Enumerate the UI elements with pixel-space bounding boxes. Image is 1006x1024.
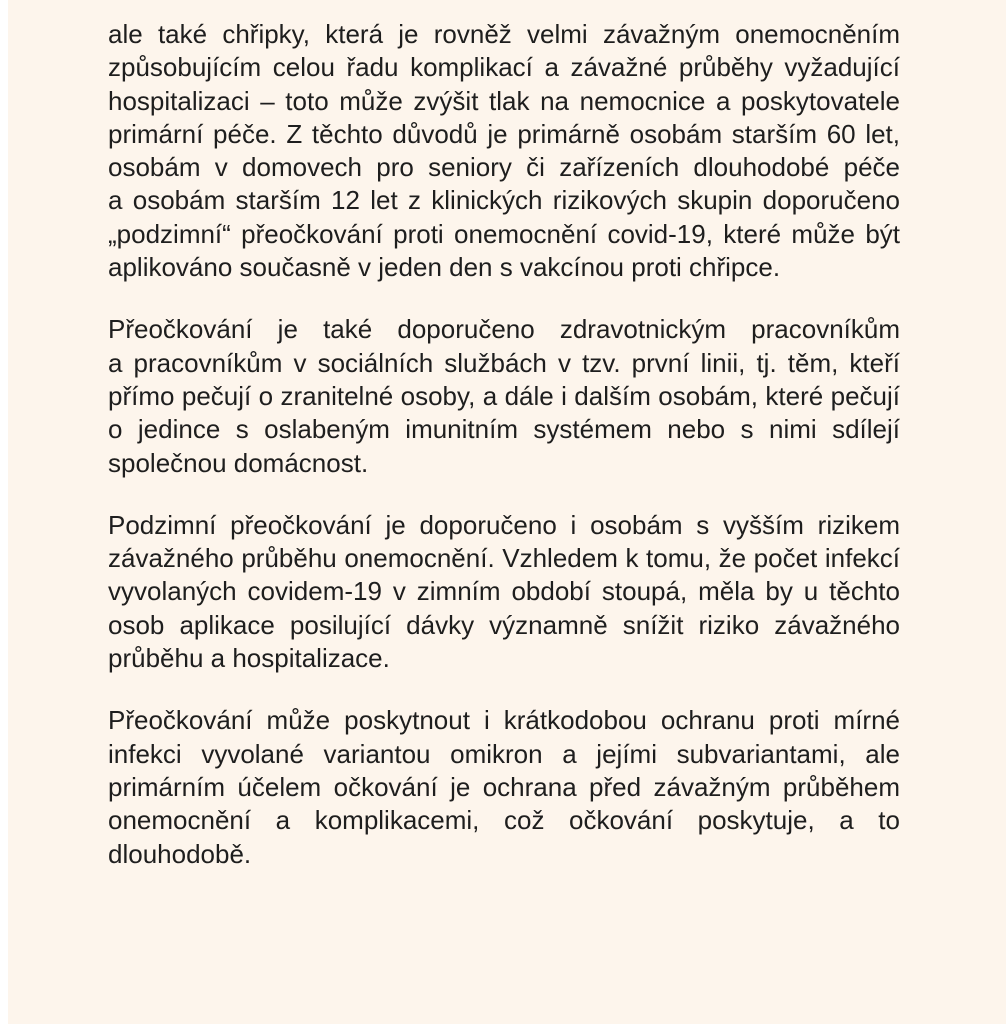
text-line: o jedince s oslabeným imunitním systémem nebo s nimi sdílejí	[108, 414, 900, 445]
text-line: onemocnění a komplikacemi, což očkování poskytuje, a to	[108, 805, 900, 836]
text-line: společnou domácnost.	[108, 447, 369, 478]
text-line: Podzimní přeočkování je doporučeno i osobám s vyšším rizikem	[108, 509, 900, 540]
text-line: průběhu a hospitalizace.	[108, 643, 390, 674]
text-line: infekci vyvolané variantou omikron a jejími subvariantami, ale	[108, 738, 900, 769]
text-line: osob aplikace posilující dávky významně snížit riziko závažného	[108, 609, 900, 640]
text-line: způsobujícím celou řadu komplikací a závažné průběhy vyžadující	[108, 52, 900, 83]
document-body	[108, 18, 900, 900]
text-line: hospitalizaci – toto může zvýšit tlak na nemocnice a poskytovatele	[108, 85, 900, 116]
text-line: ale také chřipky, která je rovněž velmi závažným onemocněním	[108, 19, 900, 49]
text-line: Přeočkování může poskytnout i krátkodobou ochranu proti mírné	[108, 705, 900, 736]
text-line: vyvolaných covidem-19 v zimním období stoupá, měla by u těchto	[108, 576, 900, 607]
paragraph-4	[108, 704, 900, 870]
text-line: a osobám starším 12 let z klinických rizikových skupin doporučeno	[108, 185, 900, 216]
paragraph-2	[108, 313, 900, 479]
text-line: aplikováno současně v jeden den s vakcínou proti chřipce.	[108, 252, 781, 283]
text-line: dlouhodobě.	[108, 838, 252, 869]
text-line: osobám v domovech pro seniory či zařízeních dlouhodobé péče	[108, 152, 900, 183]
text-line: a pracovníkům v sociálních službách v tzv. první linii, tj. těm, kteří	[108, 347, 900, 378]
text-line: přímo pečují o zranitelné osoby, a dále i dalším osobám, které pečují	[108, 380, 900, 411]
paragraph-3	[108, 509, 900, 675]
document-page	[8, 0, 1006, 1024]
text-line: závažného průběhu onemocnění. Vzhledem k tomu, že počet infekcí	[108, 543, 900, 574]
text-line: „podzimní“ přeočkování proti onemocnění covid-19, které může být	[108, 218, 900, 249]
text-line: primární péče. Z těchto důvodů je primárně osobám starším 60 let,	[108, 118, 900, 149]
text-line: primárním účelem očkování je ochrana před závažným průběhem	[108, 771, 900, 802]
paragraph-1	[108, 18, 900, 284]
text-line: Přeočkování je také doporučeno zdravotnickým pracovníkům	[108, 314, 900, 345]
